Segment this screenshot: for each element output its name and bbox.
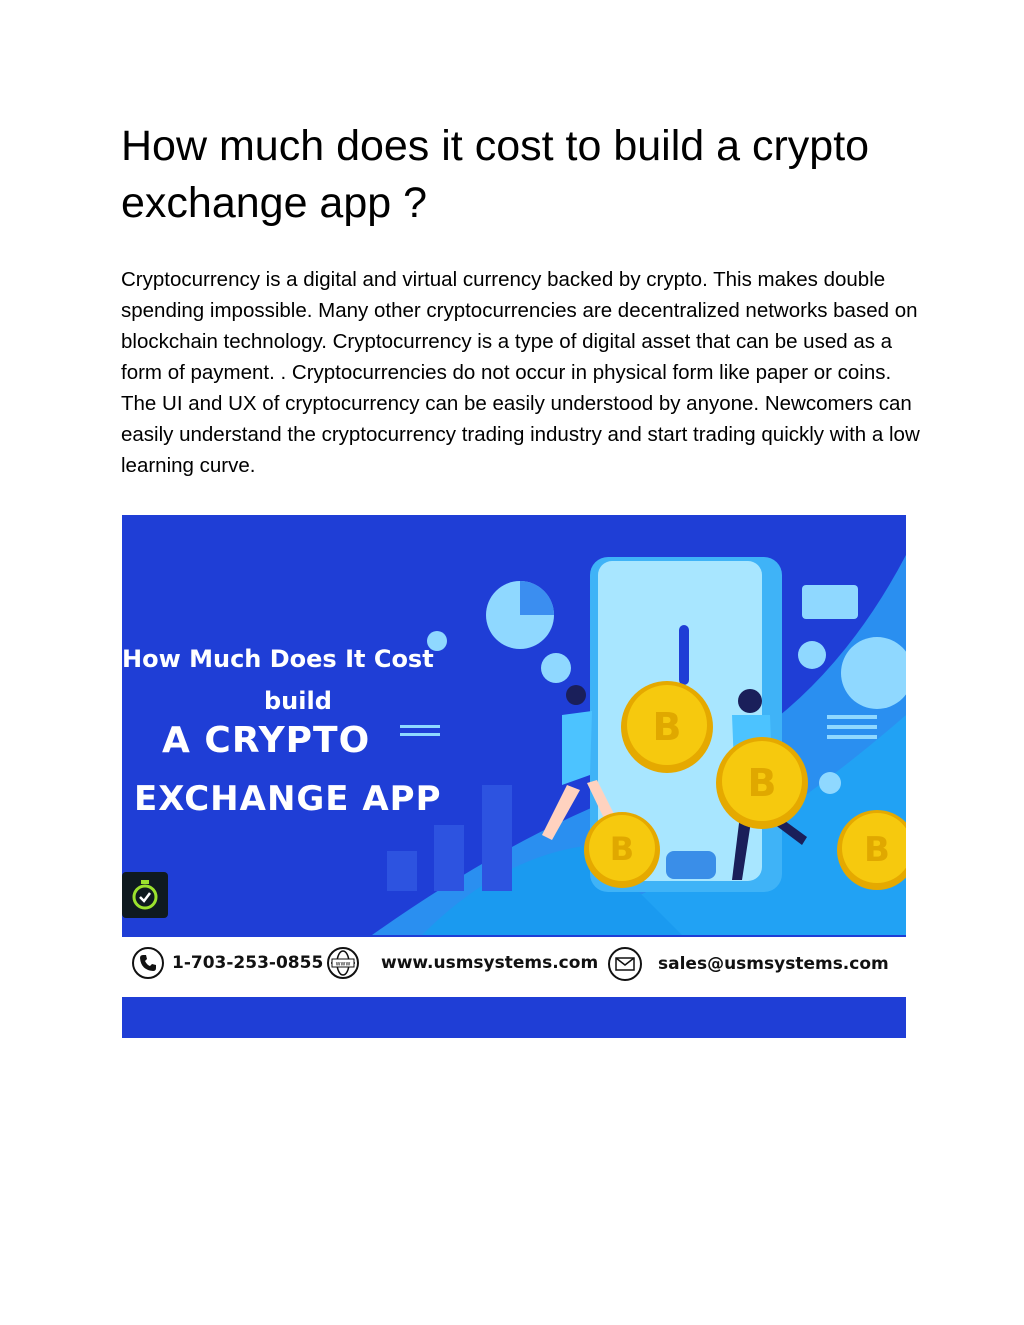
email-contact (608, 947, 889, 981)
promo-banner-image (122, 515, 906, 1038)
banner-title-line-1: How Much Does It Cost (122, 645, 434, 673)
mail-icon (608, 947, 642, 981)
bitcoin-symbol: B (652, 705, 682, 749)
card-icon (802, 585, 858, 619)
bg-bar (434, 825, 464, 891)
website-contact (327, 947, 598, 979)
small-coin-icon (541, 653, 571, 683)
person-head (738, 689, 762, 713)
website-url: www.usmsystems.com (381, 953, 599, 973)
paragraph-1: Cryptocurrency is a digital and virtual currency backed by crypto. This makes double spending impossible. Many other cryptocurrencies are decentralized networks based on blockchain technology. Cryptocurrency is a type of digital asset that can be used as a form of payment. . Cryptocurrencies do not occur in physical form like paper or coins. (121, 268, 918, 384)
person-head (566, 685, 586, 705)
phone-button (666, 851, 716, 879)
phone-number: 1-703-253-0855 (172, 953, 324, 973)
bg-bar (387, 851, 417, 891)
page-title: How much does it cost to build a crypto exchange app ? (121, 122, 870, 227)
svg-text:www: www (335, 960, 351, 968)
globe-icon (327, 947, 359, 979)
bottom-strip (122, 997, 906, 1038)
small-coin-icon (819, 772, 841, 794)
banner-title-line-2: build (264, 687, 332, 715)
phone-slot (679, 625, 689, 685)
person-body (562, 711, 592, 785)
phone-icon (132, 947, 164, 979)
bitcoin-symbol: B (747, 761, 777, 805)
small-coin-icon (798, 641, 826, 669)
email-address: sales@usmsystems.com (658, 954, 889, 974)
contact-bar (122, 937, 906, 997)
bitcoin-symbol: B (864, 830, 890, 870)
bitcoin-symbol: B (609, 830, 635, 868)
stopwatch-icon (131, 880, 159, 910)
company-logo (122, 872, 168, 918)
phone-contact (132, 947, 323, 979)
paragraph-2: The UI and UX of cryptocurrency can be easily understood by anyone. Newcomers can easily understand the cryptocurrency trading industry and start trading quickly with a low learning curve. (121, 392, 920, 477)
article-body (121, 264, 921, 481)
banner-title-line-4: EXCHANGE APP (134, 779, 442, 819)
banner-title-line-3: A CRYPTO (162, 720, 371, 761)
bg-bar (482, 785, 512, 891)
